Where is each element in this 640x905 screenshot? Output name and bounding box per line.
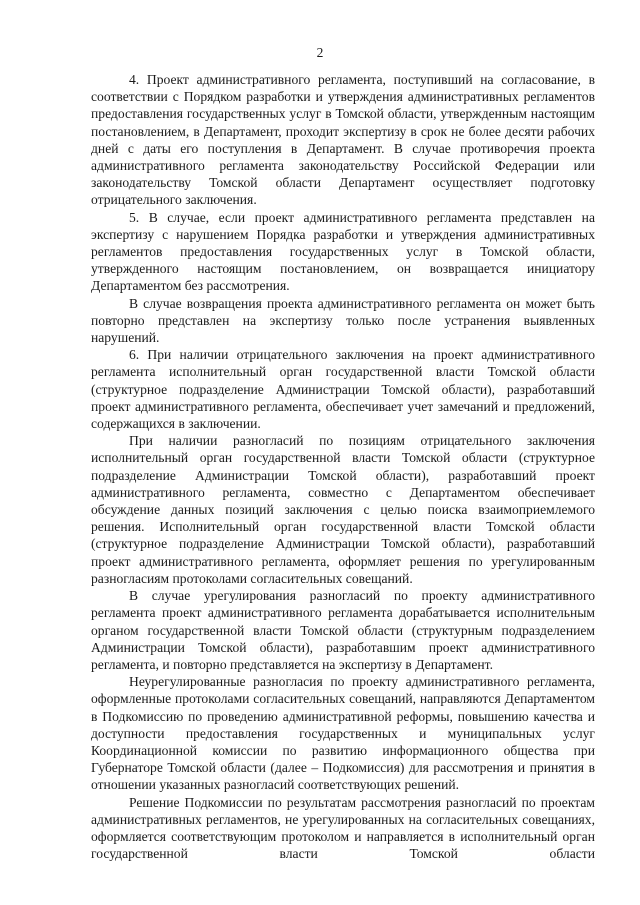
page-number: 2 <box>316 45 324 60</box>
document-body <box>91 71 595 862</box>
paragraph-5: 5. В случае, если проект административного регламента представлен на экспертизу с нарушением Порядка разработки и утверждения административных регламентов предоставления государственных услуг в Томской области, утвержденного настоящим постановлением, он возвращается инициатору Департаментом без рассмотрения. <box>91 209 595 294</box>
paragraph-6: 6. При наличии отрицательного заключения на проект административного регламента исполнительный орган государственной власти Томской области (структурное подразделение Администрации Томской области), разработавший проект административного регламента, обеспечивает учет замечаний и предложений, содержащихся в заключении. <box>91 347 595 432</box>
paragraph-6-resolution: В случае урегулирования разногласий по проекту административного регламента проект административного регламента дорабатывается исполнительным органом государственной власти Томской области (структурным подразделением Администрации Томской области), разработавшим проект административного регламента, и повторно представляется на экспертизу в Департамент. <box>91 588 595 672</box>
paragraph-6-unresolved: Неурегулированные разногласия по проекту административного регламента, оформленные протоколами согласительных совещаний, направляются Департаментом в Подкомиссию по проведению административной реформы, повышению качества и доступности предоставления государственных и муниципальных услуг Координационной комиссии по развитию информационного общества при Губернаторе Томской области (далее – Подкомиссия) для рассмотрения и принятия в отношении указанных разногласий соответствующих решений. <box>91 674 595 793</box>
paragraph-6-disagreements: При наличии разногласий по позициям отрицательного заключения исполнительный орган государственной власти Томской области (структурное подразделение Администрации Томской области), разработавший проект административного регламента, совместно с Департаментом обеспечивает обсуждение данных позиций заключения с целью поиска взаимоприемлемого решения. Исполнительный орган государственной власти Томской области (структурное подразделение Администрации Томской области), разработавший проект административного регламента, оформляет решения по урегулированным разногласиям протоколами согласительных совещаний. <box>91 433 595 586</box>
paragraph-4: 4. Проект административного регламента, поступивший на согласование, в соответствии с Порядком разработки и утверждения административных регламентов предоставления государственных услуг в Томской области, утвержденным настоящим постановлением, в Департамент, проходит экспертизу в срок не более десяти рабочих дней с даты его поступления в Департамент. В случае противоречия проекта административного регламента законодательству Российской Федерации или законодательству Томской области Департамент осуществляет подготовку отрицательного заключения. <box>91 72 595 208</box>
paragraph-5-return: В случае возвращения проекта административного регламента он может быть повторно представлен на экспертизу только после устранения выявленных нарушений. <box>91 295 595 346</box>
paragraph-6-subcommission-decision: Решение Подкомиссии по результатам рассмотрения разногласий по проектам административных регламентов, не урегулированных на согласительных совещаниях, оформляется соответствующим протоколом и направляется в исполнительный орган государственной власти Томской области <box>91 794 595 862</box>
